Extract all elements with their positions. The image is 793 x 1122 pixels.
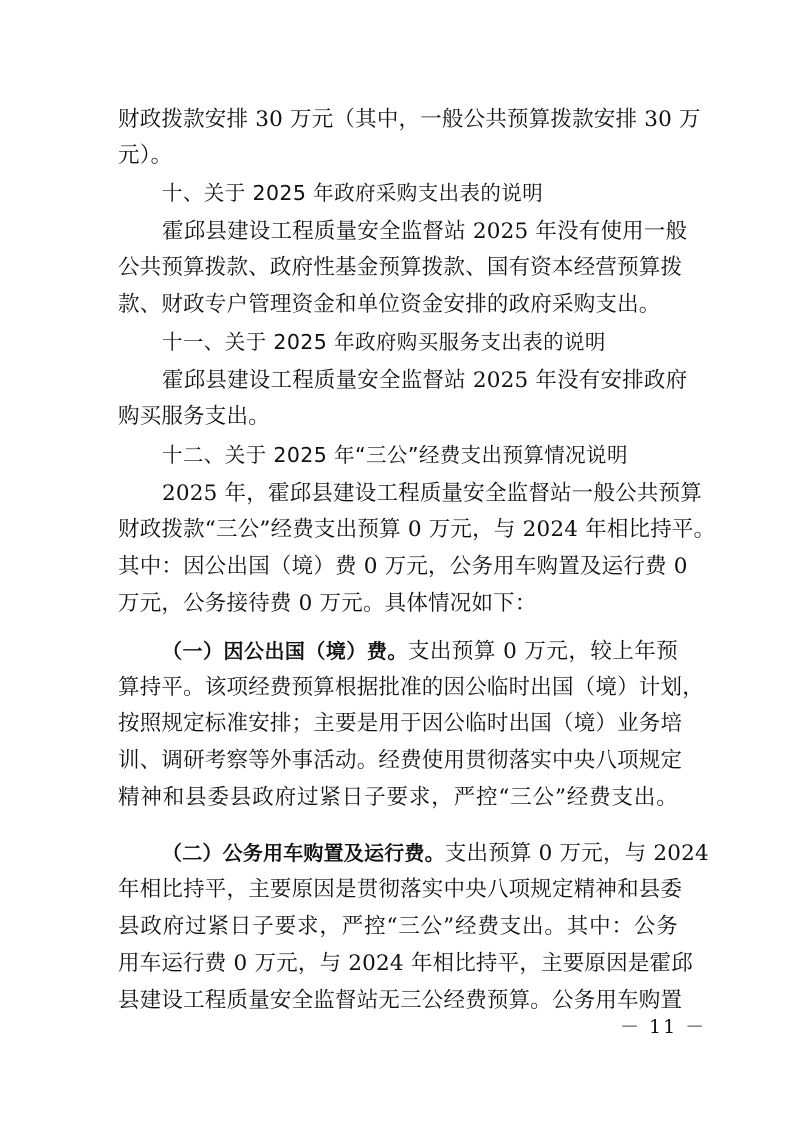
paragraph-line: 年相比持平，主要原因是贯彻落实中央八项规定精神和县委 (118, 877, 683, 902)
paragraph-line: 算持平。该项经费预算根据批准的因公临时出国（境）计划， (118, 675, 704, 700)
paragraph-line: 精神和县委县政府过紧日子要求，严控“三公”经费支出。 (118, 785, 678, 810)
paragraph-line: 万元，公务接待费 0 万元。具体情况如下： (118, 591, 537, 616)
paragraph-line: 2025 年，霍邱县建设工程质量安全监督站一般公共预算 (162, 481, 702, 506)
paragraph-line: 按照规定标准安排；主要是用于因公临时出国（境）业务培 (118, 711, 683, 736)
paragraph-line: 元）。 (118, 143, 173, 168)
section-heading-services: 十一、关于 2025 年政府购买服务支出表的说明 (162, 330, 606, 354)
paragraph-line: 其中：因公出国（境）费 0 万元，公务用车购置及运行费 0 (118, 554, 688, 579)
section-heading-three-public: 十二、关于 2025 年“三公”经费支出预算情况说明 (162, 443, 628, 467)
page-number: － 11 － (620, 1016, 707, 1038)
paragraph-line: 财政拨款安排 30 万元（其中，一般公共预算拨款安排 30 万 (118, 107, 701, 132)
paragraph-line: 霍邱县建设工程质量安全监督站 2025 年没有使用一般 (162, 219, 688, 244)
subsection-official-vehicles (162, 835, 709, 871)
subsection-overseas-travel (162, 633, 678, 669)
paragraph-line: 款、财政专户管理资金和单位资金安排的政府采购支出。 (118, 292, 661, 317)
paragraph-line: 公共预算拨款、政府性基金预算拨款、国有资本经营预算拨 (118, 255, 683, 280)
paragraph-line: 购买服务支出。 (118, 404, 270, 429)
subsection-text: 支出预算 0 万元，较上年预 (407, 639, 678, 664)
paragraph-line: 财政拨款“三公”经费支出预算 0 万元，与 2024 年相比持平。 (118, 517, 716, 542)
paragraph-line: 用车运行费 0 万元，与 2024 年相比持平，主要原因是霍邱 (118, 951, 693, 976)
subsection-label: （二）公务用车购置及运行费。 (162, 841, 445, 865)
subsection-text: 支出预算 0 万元，与 2024 (444, 841, 709, 866)
subsection-label: （一）因公出国（境）费。 (162, 639, 408, 663)
section-heading-procurement: 十、关于 2025 年政府采购支出表的说明 (162, 181, 544, 205)
paragraph-line: 县政府过紧日子要求，严控“三公”经费支出。其中：公务 (118, 914, 678, 939)
paragraph-line: 训、调研考察等外事活动。经费使用贯彻落实中央八项规定 (118, 748, 683, 773)
paragraph-line: 霍邱县建设工程质量安全监督站 2025 年没有安排政府 (162, 368, 688, 393)
paragraph-line: 县建设工程质量安全监督站无三公经费预算。公务用车购置 (118, 988, 683, 1013)
